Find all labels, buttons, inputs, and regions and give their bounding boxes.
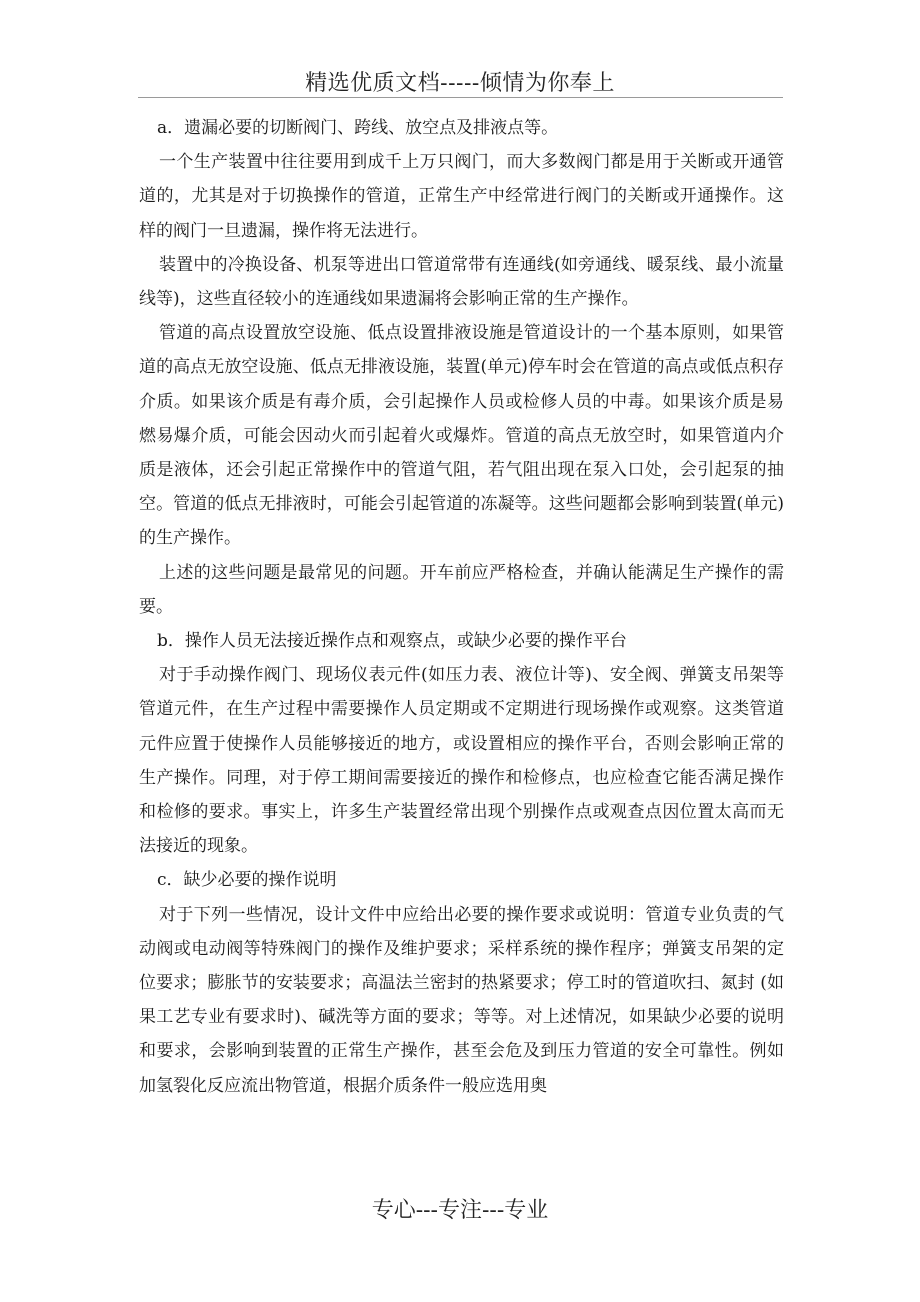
paragraph: 对于下列一些情况，设计文件中应给出必要的操作要求或说明：管道专业负责的气动阀或电动阀等特殊阀门的操作及维护要求；采样系统的操作程序；弹簧支吊架的定位要求；膨胀节的安装要求；高温法兰密封的热紧要求；停工时的管道吹扫、氮封 (如果工艺专业有要求时)、碱洗等方面的要求；等等。对上述情况，如果缺少必要的说明和要求，会影响到装置的正常生产操作，甚至会危及到压力管道的安全可靠性。例如加氢裂化反应流出物管道，根据介质条件一般应选用奥	[139, 904, 784, 1096]
header-divider	[138, 97, 783, 98]
section-heading-a: a．遗漏必要的切断阀门、跨线、放空点及排液点等。	[157, 118, 559, 138]
page-header: 精选优质文档-----倾情为你奉上	[305, 71, 615, 96]
paragraph: 上述的这些问题是最常见的问题。开车前应严格检查，并确认能满足生产操作的需要。	[139, 562, 784, 617]
paragraph: 管道的高点设置放空设施、低点设置排液设施是管道设计的一个基本原则，如果管道的高点无放空设施、低点无排液设施，装置(单元)停车时会在管道的高点或低点积存介质。如果该介质是有毒介质，会引起操作人员或检修人员的中毒。如果该介质是易燃易爆介质，可能会因动火而引起着火或爆炸。管道的高点无放空时，如果管道内介质是液体，还会引起正常操作中的管道气阻，若气阻出现在泵入口处，会引起泵的抽空。管道的低点无排液时，可能会引起管道的冻凝等。这些问题都会影响到装置(单元)的生产操作。	[139, 323, 784, 549]
section-heading-b: b．操作人员无法接近操作点和观察点，或缺少必要的操作平台	[157, 631, 627, 652]
paragraph: 一个生产装置中往往要用到成千上万只阀门，而大多数阀门都是用于关断或开通管道的，尤其是对于切换操作的管道，正常生产中经常进行阀门的关断或开通操作。这样的阀门一旦遗漏，操作将无法进行。	[139, 152, 784, 241]
section-heading-c: c．缺少必要的操作说明	[157, 870, 337, 891]
document-body	[139, 111, 784, 1103]
paragraph: 装置中的冷换设备、机泵等进出口管道常带有连通线(如旁通线、暖泵线、最小流量线等)，这些直径较小的连通线如果遗漏将会影响正常的生产操作。	[139, 254, 784, 310]
paragraph: 对于手动操作阀门、现场仪表元件(如压力表、液位计等)、安全阀、弹簧支吊架等管道元件，在生产过程中需要操作人员定期或不定期进行现场操作或观察。这类管道元件应置于使操作人员能够接近的地方，或设置相应的操作平台，否则会影响正常的生产操作。同理，对于停工期间需要接近的操作和检修点，也应检查它能否满足操作和检修的要求。事实上，许多生产装置经常出现个别操作点或观查点因位置太高而无法接近的现象。	[139, 665, 784, 857]
page-footer: 专心---专注---专业	[371, 1198, 549, 1223]
